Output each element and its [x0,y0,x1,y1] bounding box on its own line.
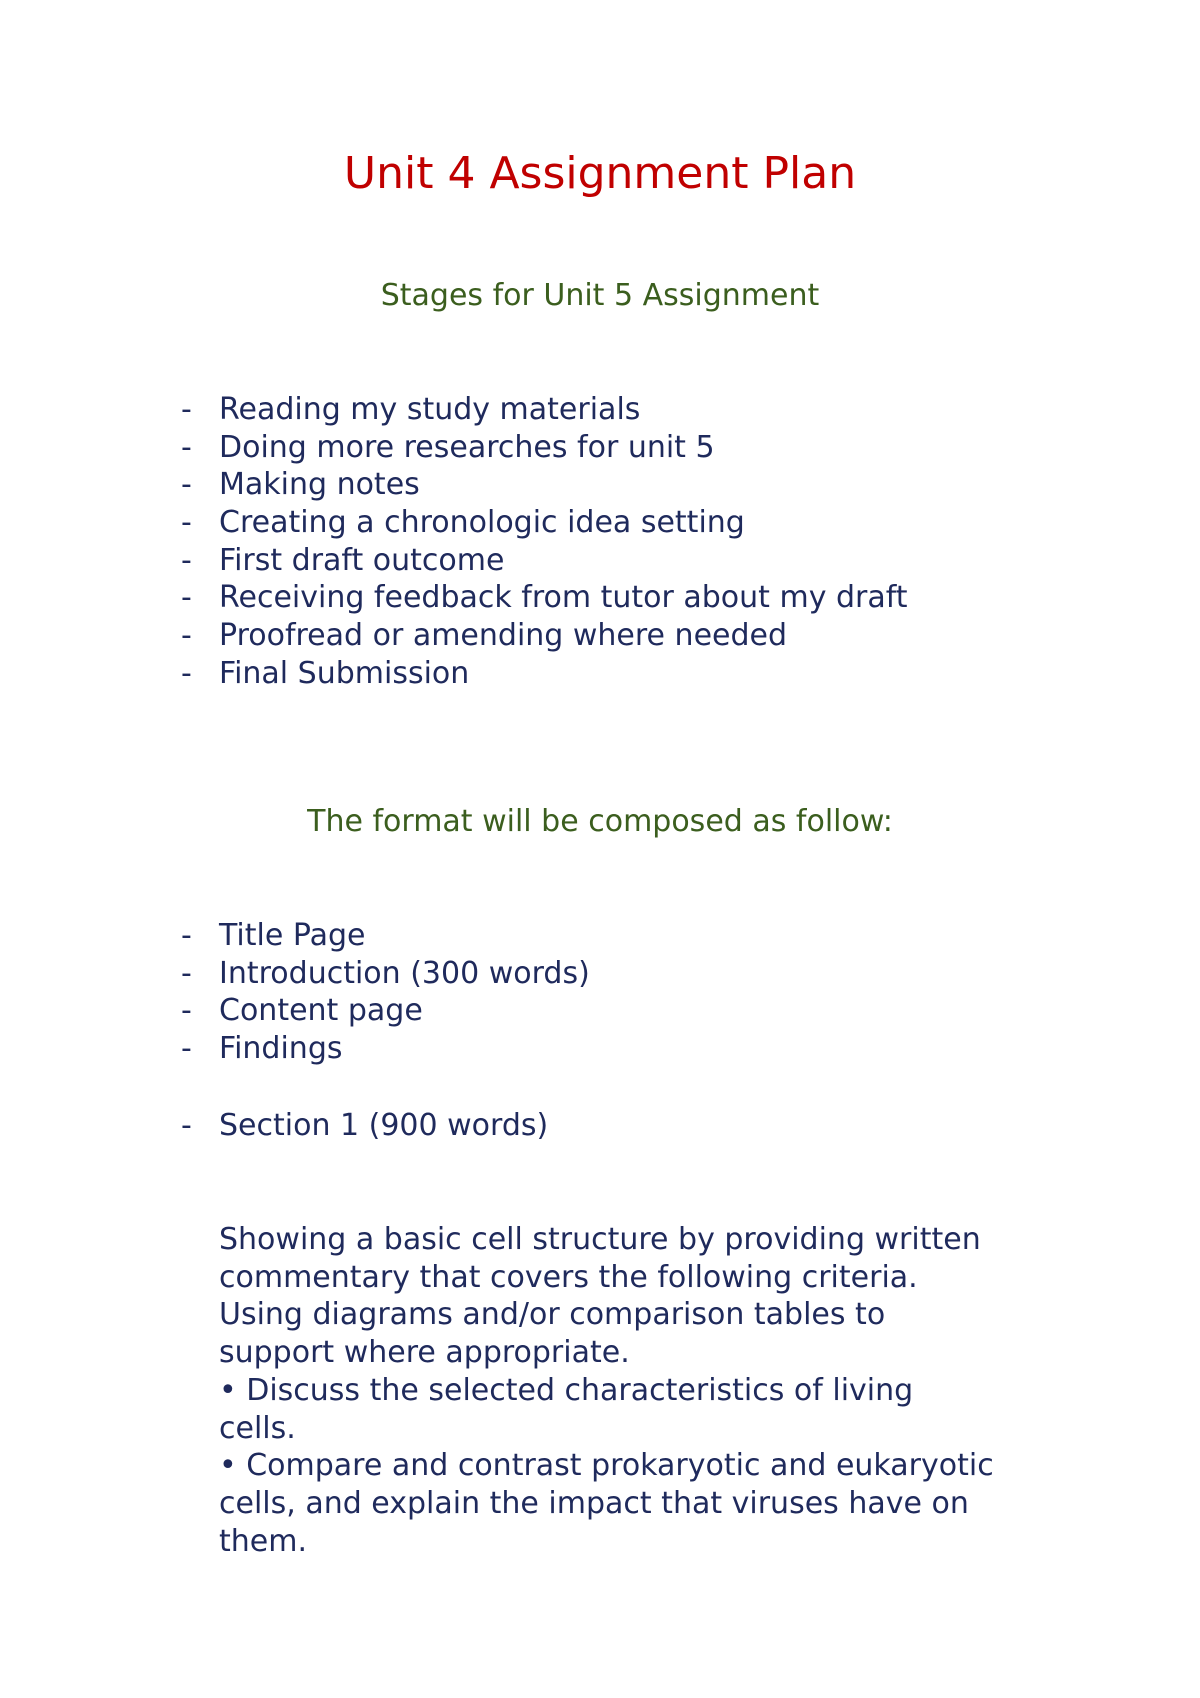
dash-marker: - [181,618,192,654]
dash-marker: - [181,580,192,616]
dash-marker: - [181,429,192,465]
dash-marker: - [181,918,192,953]
format-heading: The format will be composed as follow: [307,804,893,839]
paragraph-line: cells, and explain the impact that viruses have on [219,1485,969,1521]
paragraph-line: cells. [219,1410,296,1446]
list-item-text: Proofread or amending where needed [219,618,788,654]
list-item-text: Receiving feedback from tutor about my draft [219,580,908,616]
paragraph-line: them. [219,1523,307,1559]
dash-marker: - [181,1031,192,1067]
list-item-text: First draft outcome [219,542,505,578]
list-item-text: Introduction (300 words) [219,955,590,991]
section1-label: Section 1 (900 words) [219,1108,549,1143]
dash-marker: - [181,1108,192,1143]
list-item-text: Final Submission [219,655,470,691]
document-title: Unit 4 Assignment Plan [343,148,857,199]
section1-item [0,1107,1200,1145]
dash-marker: - [181,955,192,991]
list-item-text: Creating a chronologic idea setting [219,505,745,541]
dash-marker: - [181,392,192,427]
paragraph-line: Using diagrams and/or comparison tables to [219,1297,886,1333]
section1-description [219,1221,1099,1560]
list-item-text: Making notes [219,467,420,503]
dash-marker: - [181,993,192,1029]
bullet-line: • Compare and contrast prokaryotic and eukaryotic [219,1448,994,1484]
list-item-text: Reading my study materials [219,392,641,427]
bullet-line: • Discuss the selected characteristics of living [219,1372,914,1408]
dash-marker: - [181,467,192,503]
list-item-text: Content page [219,993,423,1029]
paragraph-line: Showing a basic cell structure by providing written [219,1222,981,1257]
list-item-text: Title Page [219,918,366,953]
dash-marker: - [181,655,192,691]
dash-marker: - [181,542,192,578]
dash-marker: - [181,505,192,541]
paragraph-line: support where appropriate. [219,1335,630,1371]
list-item-text: Doing more researches for unit 5 [219,429,715,465]
list-item-text: Findings [219,1031,343,1067]
stages-heading: Stages for Unit 5 Assignment [380,278,820,313]
paragraph-line: commentary that covers the following criteria. [219,1259,918,1295]
